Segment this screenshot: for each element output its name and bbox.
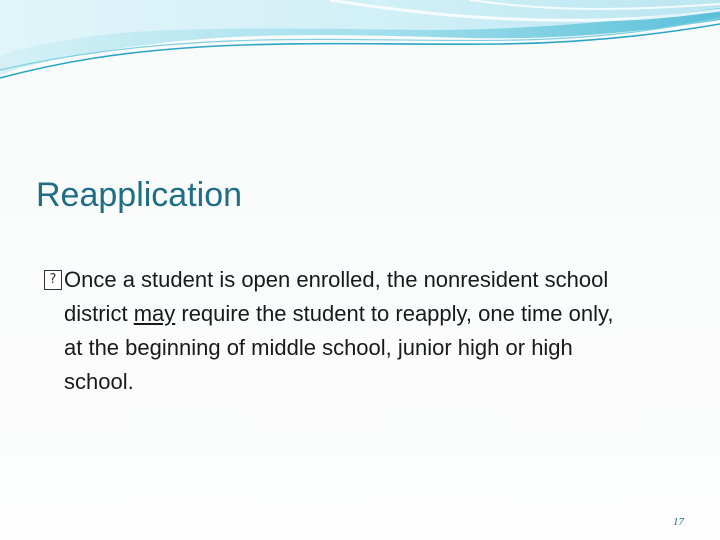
page-number: 17 <box>673 516 684 528</box>
body-line-2 <box>44 297 694 331</box>
slide-title: Reapplication <box>36 176 243 214</box>
body-line-2-start: district <box>64 301 134 326</box>
emphasized-word: may <box>133 301 176 326</box>
body-line-4: school. <box>64 369 134 394</box>
body-line-1: Once a student is open enrolled, the nonresident school <box>64 267 609 292</box>
missing-glyph-bullet-icon <box>44 270 62 290</box>
body-line-3: at the beginning of middle school, junior high or high <box>64 335 573 360</box>
body-line-2-end: require the student to reapply, one time only, <box>175 301 614 326</box>
decorative-top-wave <box>0 0 720 90</box>
bullet-item <box>44 263 694 297</box>
bullet-glyph: ? <box>49 272 57 287</box>
slide-body <box>44 263 694 399</box>
